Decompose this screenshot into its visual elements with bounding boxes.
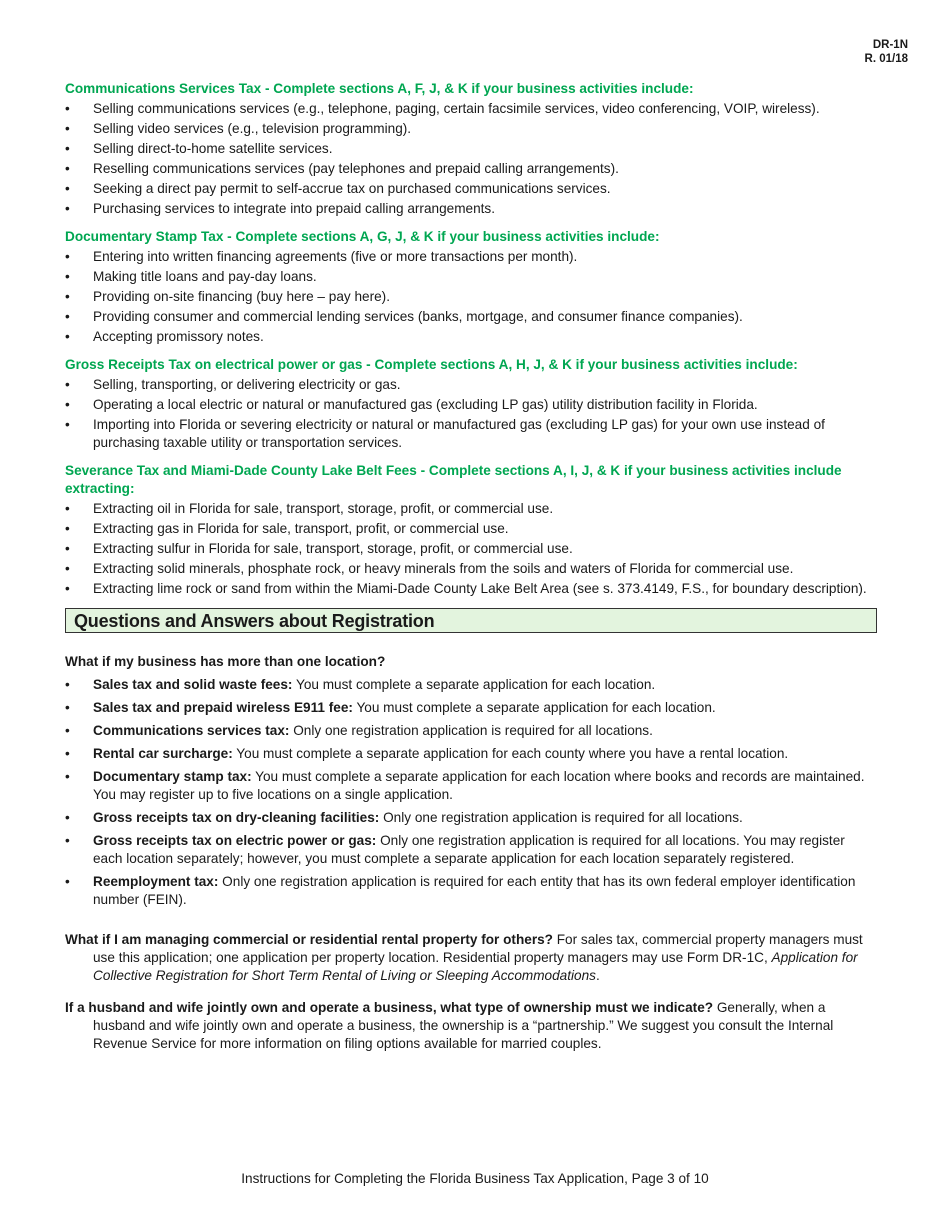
list-item: • Providing consumer and commercial lending services (banks, mortgage, and consumer finance companies). bbox=[65, 308, 877, 326]
answer-term: Sales tax and prepaid wireless E911 fee: bbox=[93, 700, 353, 715]
section-heading: Severance Tax and Miami-Dade County Lake Belt Fees - Complete sections A, I, J, & K if your business activities include extracting: bbox=[65, 463, 842, 496]
answer-form-title: Application for Collective Registration for Short Term Rental of Living or Sleeping Accommodations bbox=[93, 950, 858, 983]
question-title: If a husband and wife jointly own and operate a business, what type of ownership must we indicate? bbox=[65, 1000, 714, 1015]
section-heading: Communications Services Tax - Complete sections A, F, J, & K if your business activities include: bbox=[65, 81, 694, 96]
answer-item bbox=[65, 873, 877, 909]
bullet-list bbox=[65, 376, 877, 452]
question-husband-wife-ownership bbox=[65, 999, 877, 1053]
answer-text: Only one registration application is required for all locations. bbox=[289, 723, 653, 738]
bullet-list bbox=[65, 248, 877, 346]
answer-item bbox=[65, 676, 877, 694]
list-item: • Operating a local electric or natural or manufactured gas (excluding LP gas) utility distribution facility in Florida. bbox=[65, 396, 877, 414]
list-item: • Extracting sulfur in Florida for sale, transport, storage, profit, or commercial use. bbox=[65, 540, 877, 558]
section-gross-receipts-tax bbox=[65, 356, 877, 452]
section-heading: Documentary Stamp Tax - Complete sections A, G, J, & K if your business activities include: bbox=[65, 229, 660, 244]
section-heading: Gross Receipts Tax on electrical power or gas - Complete sections A, H, J, & K if your business activities include: bbox=[65, 357, 798, 372]
qa-section-banner bbox=[65, 608, 877, 633]
answer-term: Reemployment tax: bbox=[93, 874, 219, 889]
answer-item bbox=[65, 809, 877, 827]
answer-text: You must complete a separate application for each location. bbox=[292, 677, 656, 692]
answer-text: You must complete a separate application for each location where books and records are maintained. You may register up to five locations on a single application. bbox=[93, 769, 865, 802]
answer-term: Documentary stamp tax: bbox=[93, 769, 252, 784]
answer-text-end: . bbox=[595, 968, 600, 983]
list-item: • Seeking a direct pay permit to self-accrue tax on purchased communications services. bbox=[65, 180, 877, 198]
question-title: What if I am managing commercial or residential rental property for others? bbox=[65, 932, 553, 947]
question-title: What if my business has more than one location? bbox=[65, 654, 386, 669]
list-item: • Extracting solid minerals, phosphate rock, or heavy minerals from the soils and waters of Florida for commercial use. bbox=[65, 560, 877, 578]
list-item: • Extracting lime rock or sand from within the Miami-Dade County Lake Belt Area (see s. 373.4149, F.S., for boundary description). bbox=[65, 580, 877, 598]
list-item: • Purchasing services to integrate into prepaid calling arrangements. bbox=[65, 200, 877, 218]
answer-text: Only one registration application is required for each entity that has its own federal employer identification number (FEIN). bbox=[93, 874, 856, 907]
answer-text: You must complete a separate application for each location. bbox=[352, 700, 716, 715]
list-item: • Extracting oil in Florida for sale, transport, storage, profit, or commercial use. bbox=[65, 500, 877, 518]
answer-text: Generally, when a husband and wife jointly own and operate a business, the ownership is a “partnership.” We suggest you consult the Internal Revenue Service for more information on filing options available for married couples. bbox=[93, 1000, 834, 1051]
list-item: • Extracting gas in Florida for sale, transport, profit, or commercial use. bbox=[65, 520, 877, 538]
list-item: • Entering into written financing agreements (five or more transactions per month). bbox=[65, 248, 877, 266]
answer-text: For sales tax, commercial property managers must use this application; one application per property location. Residential property managers may use Form DR-1C, bbox=[93, 932, 863, 965]
answer-term: Gross receipts tax on electric power or gas: bbox=[93, 833, 377, 848]
answer-term: Communications services tax: bbox=[93, 723, 290, 738]
answer-text: Only one registration application is required for all locations. bbox=[379, 810, 743, 825]
answer-item bbox=[65, 768, 877, 804]
answer-list bbox=[65, 676, 877, 909]
answer-item bbox=[65, 699, 877, 717]
page-content bbox=[65, 80, 877, 1053]
section-severance-tax bbox=[65, 462, 877, 598]
list-item: • Selling direct-to-home satellite services. bbox=[65, 140, 877, 158]
bullet-list bbox=[65, 500, 877, 598]
answer-term: Rental car surcharge: bbox=[93, 746, 233, 761]
answer-item bbox=[65, 832, 877, 868]
list-item: • Reselling communications services (pay telephones and prepaid calling arrangements). bbox=[65, 160, 877, 178]
list-item: • Selling, transporting, or delivering electricity or gas. bbox=[65, 376, 877, 394]
answer-text: Only one registration application is required for all locations. You may register each location separately; however, you must complete a separate application for each location separately registered. bbox=[93, 833, 845, 866]
answer-term: Sales tax and solid waste fees: bbox=[93, 677, 293, 692]
question-rental-property bbox=[65, 931, 877, 985]
qa-banner-title: Questions and Answers about Registration bbox=[74, 611, 435, 631]
question-multiple-locations bbox=[65, 653, 877, 909]
answer-term: Gross receipts tax on dry-cleaning facilities: bbox=[93, 810, 380, 825]
section-documentary-stamp-tax bbox=[65, 228, 877, 346]
answer-item bbox=[65, 745, 877, 763]
list-item: • Selling communications services (e.g., telephone, paging, certain facsimile services, video conferencing, VOIP, wireless). bbox=[65, 100, 877, 118]
list-item: • Accepting promissory notes. bbox=[65, 328, 877, 346]
list-item: • Importing into Florida or severing electricity or natural or manufactured gas (excluding LP gas) for your own use instead of purchasing taxable utility or transportation services. bbox=[65, 416, 877, 452]
page-footer: Instructions for Completing the Florida Business Tax Application, Page 3 of 10 bbox=[241, 1171, 709, 1186]
list-item: • Providing on-site financing (buy here – pay here). bbox=[65, 288, 877, 306]
answer-text: You must complete a separate application for each county where you have a rental location. bbox=[232, 746, 789, 761]
list-item: • Making title loans and pay-day loans. bbox=[65, 268, 877, 286]
form-number: DR-1N bbox=[872, 39, 908, 51]
answer-item bbox=[65, 722, 877, 740]
form-id-block bbox=[865, 38, 908, 66]
section-communications-services-tax bbox=[65, 80, 877, 218]
list-item: • Selling video services (e.g., television programming). bbox=[65, 120, 877, 138]
bullet-list bbox=[65, 100, 877, 218]
form-revision: R. 01/18 bbox=[864, 53, 908, 65]
